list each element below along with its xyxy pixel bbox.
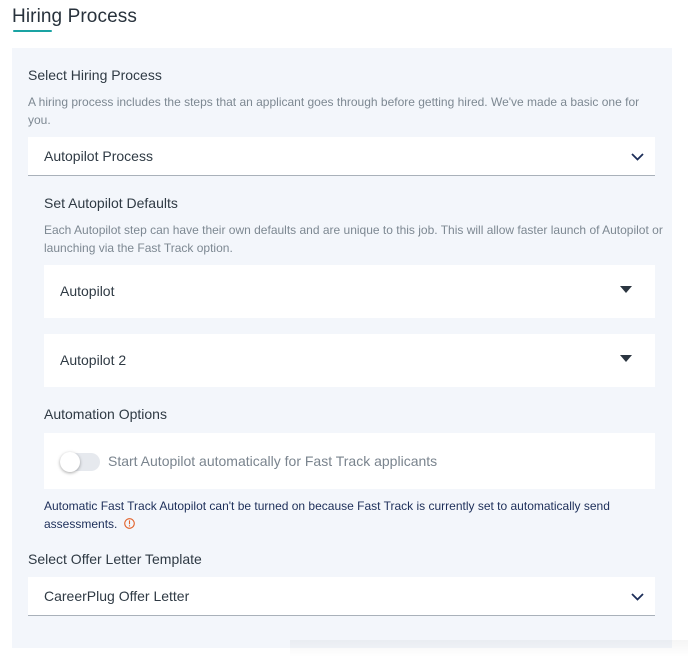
chevron-down-icon: [631, 150, 644, 163]
bottom-shadow: [290, 640, 688, 657]
caret-down-icon: [620, 286, 632, 293]
hiring-process-label: Select Hiring Process: [28, 67, 162, 83]
warning-text: Automatic Fast Track Autopilot can't be turned on because Fast Track is currently set to automatically send assessments.: [44, 499, 610, 531]
automation-toggle-card: [44, 433, 655, 489]
autopilot-defaults-help: Each Autopilot step can have their own defaults and are unique to this job. This will allow faster launch of Autopilot or launching via the Fast Track option.: [44, 223, 663, 255]
info-icon[interactable]: [124, 518, 135, 529]
hiring-process-help: A hiring process includes the steps that an applicant goes through before getting hired. We've made a basic one for you.: [28, 95, 640, 127]
chevron-down-icon: [631, 590, 644, 603]
fast-track-warning: [44, 497, 644, 533]
title-underline: [13, 30, 52, 32]
autopilot-step-label: Autopilot: [60, 283, 115, 299]
offer-letter-label: Select Offer Letter Template: [28, 551, 202, 567]
autopilot-defaults-label: Set Autopilot Defaults: [44, 195, 178, 211]
offer-letter-select[interactable]: [28, 577, 655, 616]
autopilot-step-accordion[interactable]: [44, 334, 655, 387]
hiring-process-select[interactable]: [28, 137, 655, 176]
caret-down-icon: [620, 355, 632, 362]
toggle-label: Start Autopilot automatically for Fast Track applicants: [108, 453, 438, 469]
autopilot-step-label: Autopilot 2: [60, 352, 127, 368]
page-title: Hiring Process: [12, 6, 137, 27]
toggle-knob: [60, 452, 80, 472]
offer-letter-value: CareerPlug Offer Letter: [44, 588, 190, 604]
fast-track-autopilot-toggle[interactable]: [60, 453, 100, 471]
hiring-process-value: Autopilot Process: [44, 148, 153, 164]
automation-options-label: Automation Options: [44, 406, 167, 422]
autopilot-step-accordion[interactable]: [44, 265, 655, 318]
